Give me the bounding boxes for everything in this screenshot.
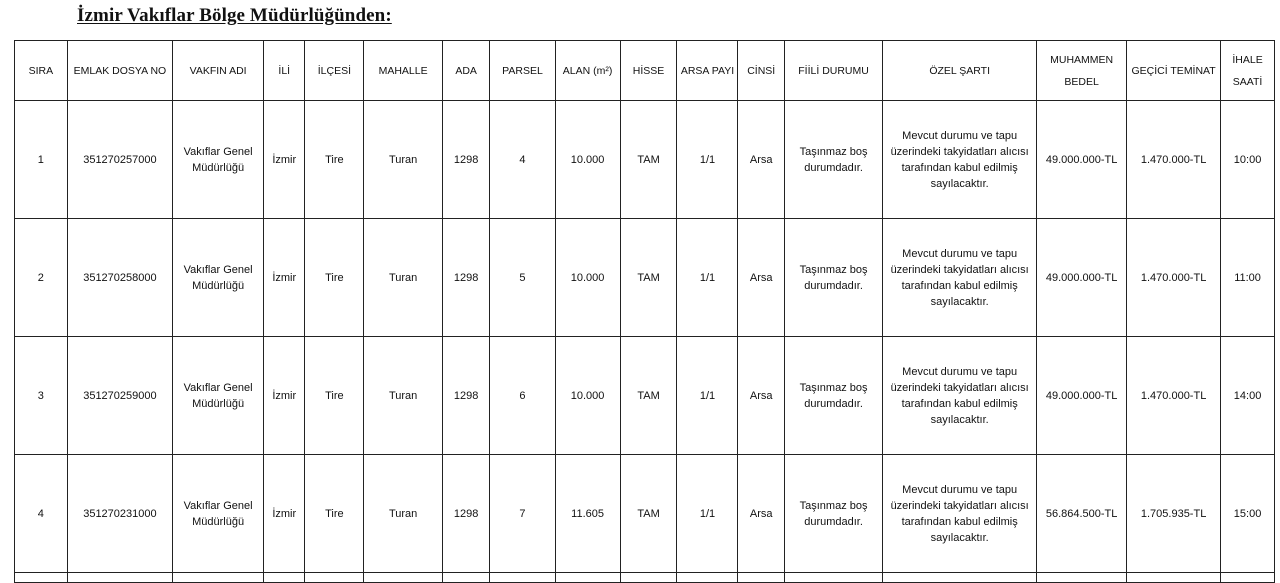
table-row [15, 219, 1275, 337]
cell-alan: 10.000 [555, 219, 620, 337]
cell-arsa-payi: 1/1 [677, 101, 738, 219]
cutoff-cell [1127, 573, 1221, 583]
table-row [15, 101, 1275, 219]
header-fiili-durumu: FİİLİ DURUMU [784, 41, 882, 101]
cell-parsel: 6 [490, 337, 555, 455]
cell-gecici-teminat: 1.470.000-TL [1127, 101, 1221, 219]
cell-hisse: TAM [620, 455, 677, 573]
cell-arsa-payi: 1/1 [677, 455, 738, 573]
cell-ili: İzmir [264, 337, 305, 455]
cutoff-cell [555, 573, 620, 583]
cell-gecici-teminat: 1.705.935-TL [1127, 455, 1221, 573]
cell-hisse: TAM [620, 337, 677, 455]
cell-cinsi: Arsa [738, 455, 785, 573]
cell-cinsi: Arsa [738, 101, 785, 219]
cell-sira: 3 [15, 337, 68, 455]
cutoff-cell [442, 573, 490, 583]
cell-vakfin-adi: Vakıflar Genel Müdürlüğü [173, 101, 264, 219]
cutoff-cell [173, 573, 264, 583]
cell-ilcesi: Tire [305, 455, 364, 573]
header-arsa-payi: ARSA PAYI [677, 41, 738, 101]
cell-emlak-dosya-no: 351270257000 [67, 101, 172, 219]
cell-ihale-saati: 14:00 [1221, 337, 1275, 455]
cell-ozel-sarti: Mevcut durumu ve tapu üzerindeki takyidatları alıcısı tarafından kabul edilmiş sayılacaktır. [883, 101, 1037, 219]
cell-ada: 1298 [442, 219, 490, 337]
cell-ili: İzmir [264, 455, 305, 573]
cutoff-cell [490, 573, 555, 583]
header-mahalle: MAHALLE [364, 41, 443, 101]
cell-ihale-saati: 11:00 [1221, 219, 1275, 337]
cell-fiili-durumu: Taşınmaz boş durumdadır. [784, 337, 882, 455]
header-cinsi: CİNSİ [738, 41, 785, 101]
cell-sira: 1 [15, 101, 68, 219]
table-row [15, 337, 1275, 455]
cell-alan: 10.000 [555, 337, 620, 455]
cell-mahalle: Turan [364, 337, 443, 455]
header-gecici-teminat: GEÇİCİ TEMİNAT [1127, 41, 1221, 101]
auction-table [14, 40, 1275, 583]
cell-arsa-payi: 1/1 [677, 219, 738, 337]
cutoff-cell [677, 573, 738, 583]
header-sira: SIRA [15, 41, 68, 101]
cell-gecici-teminat: 1.470.000-TL [1127, 337, 1221, 455]
cell-ilcesi: Tire [305, 337, 364, 455]
cutoff-cell [620, 573, 677, 583]
cell-sira: 4 [15, 455, 68, 573]
cell-ilcesi: Tire [305, 219, 364, 337]
cell-cinsi: Arsa [738, 219, 785, 337]
header-parsel: PARSEL [490, 41, 555, 101]
cell-fiili-durumu: Taşınmaz boş durumdadır. [784, 101, 882, 219]
cell-hisse: TAM [620, 219, 677, 337]
header-row [15, 41, 1275, 101]
cell-ozel-sarti: Mevcut durumu ve tapu üzerindeki takyidatları alıcısı tarafından kabul edilmiş sayılacaktır. [883, 337, 1037, 455]
cell-emlak-dosya-no: 351270259000 [67, 337, 172, 455]
cell-ihale-saati: 15:00 [1221, 455, 1275, 573]
cutoff-cell [364, 573, 443, 583]
page-title: İzmir Vakıflar Bölge Müdürlüğünden: [77, 5, 392, 26]
cell-parsel: 4 [490, 101, 555, 219]
cell-muhammen-bedel: 49.000.000-TL [1037, 337, 1127, 455]
header-emlak-dosya-no: EMLAK DOSYA NO [67, 41, 172, 101]
header-ada: ADA [442, 41, 490, 101]
cutoff-cell [1221, 573, 1275, 583]
cell-muhammen-bedel: 49.000.000-TL [1037, 219, 1127, 337]
cell-ili: İzmir [264, 101, 305, 219]
header-ilcesi: İLÇESİ [305, 41, 364, 101]
cell-emlak-dosya-no: 351270258000 [67, 219, 172, 337]
cell-ilcesi: Tire [305, 101, 364, 219]
table-row-cutoff [15, 573, 1275, 583]
cell-ozel-sarti: Mevcut durumu ve tapu üzerindeki takyidatları alıcısı tarafından kabul edilmiş sayılacaktır. [883, 455, 1037, 573]
cutoff-cell [883, 573, 1037, 583]
cutoff-cell [264, 573, 305, 583]
cell-cinsi: Arsa [738, 337, 785, 455]
header-vakfin-adi: VAKFIN ADI [173, 41, 264, 101]
header-alan: ALAN (m²) [555, 41, 620, 101]
cell-parsel: 5 [490, 219, 555, 337]
cell-mahalle: Turan [364, 101, 443, 219]
cell-sira: 2 [15, 219, 68, 337]
cell-fiili-durumu: Taşınmaz boş durumdadır. [784, 455, 882, 573]
cell-parsel: 7 [490, 455, 555, 573]
cutoff-cell [67, 573, 172, 583]
cutoff-cell [738, 573, 785, 583]
header-muhammen-bedel: MUHAMMEN BEDEL [1037, 41, 1127, 101]
cell-vakfin-adi: Vakıflar Genel Müdürlüğü [173, 337, 264, 455]
cell-hisse: TAM [620, 101, 677, 219]
cutoff-cell [15, 573, 68, 583]
cell-arsa-payi: 1/1 [677, 337, 738, 455]
cell-alan: 11.605 [555, 455, 620, 573]
cell-mahalle: Turan [364, 455, 443, 573]
cell-vakfin-adi: Vakıflar Genel Müdürlüğü [173, 455, 264, 573]
cell-muhammen-bedel: 49.000.000-TL [1037, 101, 1127, 219]
cell-muhammen-bedel: 56.864.500-TL [1037, 455, 1127, 573]
cutoff-cell [305, 573, 364, 583]
cell-fiili-durumu: Taşınmaz boş durumdadır. [784, 219, 882, 337]
cell-ada: 1298 [442, 337, 490, 455]
cell-gecici-teminat: 1.470.000-TL [1127, 219, 1221, 337]
cell-ada: 1298 [442, 101, 490, 219]
header-ili: İLİ [264, 41, 305, 101]
cell-ili: İzmir [264, 219, 305, 337]
cell-vakfin-adi: Vakıflar Genel Müdürlüğü [173, 219, 264, 337]
table-row [15, 455, 1275, 573]
cell-mahalle: Turan [364, 219, 443, 337]
cell-alan: 10.000 [555, 101, 620, 219]
cutoff-cell [784, 573, 882, 583]
cutoff-cell [1037, 573, 1127, 583]
header-ihale-saati: İHALE SAATİ [1221, 41, 1275, 101]
cell-ihale-saati: 10:00 [1221, 101, 1275, 219]
cell-ozel-sarti: Mevcut durumu ve tapu üzerindeki takyidatları alıcısı tarafından kabul edilmiş sayılacaktır. [883, 219, 1037, 337]
cell-emlak-dosya-no: 351270231000 [67, 455, 172, 573]
header-ozel-sarti: ÖZEL ŞARTI [883, 41, 1037, 101]
header-hisse: HİSSE [620, 41, 677, 101]
cell-ada: 1298 [442, 455, 490, 573]
